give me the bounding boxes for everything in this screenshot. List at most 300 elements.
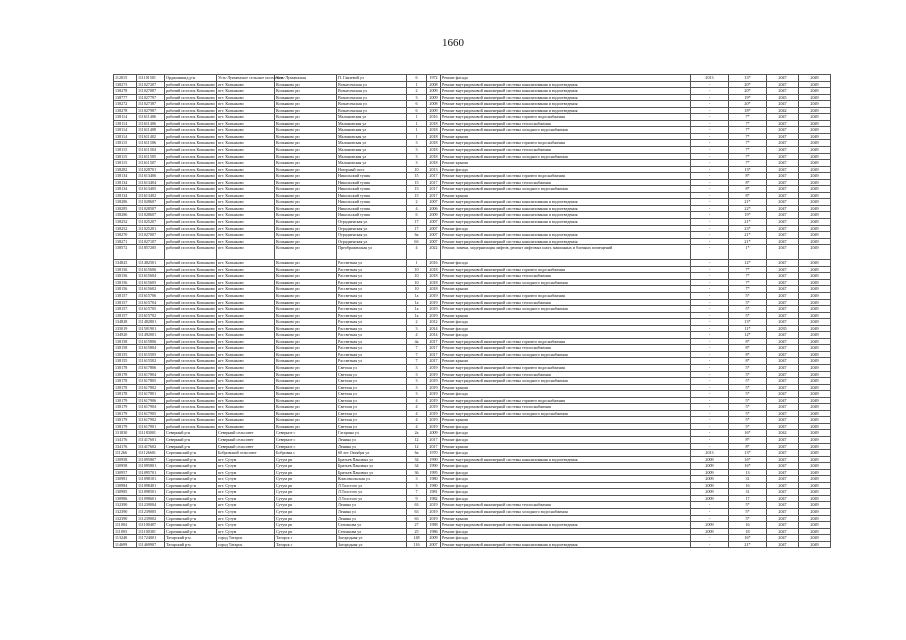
cell-district: рабочий поселок Копьяково: [166, 410, 215, 416]
cell-municipality: пгт. Копьяково: [217, 384, 275, 391]
cell-district: Сорочинский р-н: [165, 482, 217, 489]
cell-year-planned: 2047: [767, 319, 799, 326]
cell-year-planned: 2047: [767, 495, 799, 502]
cell-house-number: 15: [407, 173, 427, 180]
cell-house-number: 17: [407, 225, 427, 232]
cell-district: рабочий поселок Копьяково: [166, 114, 215, 120]
cell-year-prev: -: [691, 94, 729, 101]
cell-year-built: 2019: [427, 515, 441, 522]
cell-street: Л.Толстого ул: [337, 495, 407, 502]
cell-year-prev: -: [691, 423, 729, 430]
cell-municipality: пгт. Копьяково: [217, 173, 275, 180]
cell-year-built: 2007: [427, 541, 441, 548]
cell-house-id: 132390: [114, 515, 137, 522]
cell-district: рабочий поселок Копьяково: [166, 173, 215, 179]
cell-street: Л.Толстого ул: [337, 489, 407, 496]
cell-district: рабочий поселок Копьяково: [166, 319, 215, 325]
cell-lifetime: 5*: [729, 502, 767, 509]
cell-year-prev: 2013: [691, 75, 729, 82]
cell-settlement: Сутум рп: [275, 522, 337, 529]
cell-house-number: 15: [407, 186, 427, 193]
cell-settlement: Сутум рп: [275, 469, 337, 476]
cell-lifetime: 5*: [729, 404, 767, 411]
cell-municipality: Северный сельсовет: [217, 443, 275, 450]
cell-lifetime: 7*: [729, 114, 767, 121]
cell-year-prev: 2009: [691, 522, 729, 529]
cell-street: Степанова ул: [337, 528, 407, 535]
cell-year-built: 2012: [427, 319, 441, 326]
cell-work-id: 111611408: [137, 127, 165, 134]
cell-year-planned: 2047: [767, 436, 799, 443]
cell-year-deadline: 2049: [799, 535, 831, 542]
cell-year-prev: -: [691, 535, 729, 542]
cell-work-type: Ремонт, замена, модернизация лифтов, ремонт лифтовых шахт, машинных и блочных помещений: [441, 245, 691, 260]
cell-house-number: 3: [407, 147, 427, 154]
cell-lifetime: 21*: [729, 541, 767, 548]
cell-house-number: 34: [407, 463, 427, 470]
cell-work-type: Ремонт фасада: [441, 463, 691, 470]
cell-year-built: 2013: [427, 166, 441, 173]
cell-district: рабочий поселок Копьяково: [166, 286, 215, 292]
cell-year-planned: 2047: [767, 351, 799, 358]
cell-settlement: Копьяково рп: [275, 199, 337, 206]
cell-year-planned: 2047: [767, 463, 799, 470]
cell-house-id: 130958: [114, 463, 137, 470]
cell-lifetime: 5*: [729, 384, 767, 391]
cell-work-id: 111027797: [137, 94, 165, 101]
cell-lifetime: 16*: [729, 430, 767, 437]
cell-year-planned: 2047: [767, 423, 799, 430]
cell-work-id: 111613406: [137, 173, 165, 180]
cell-year-planned: 2047: [767, 273, 799, 280]
cell-street: Никольский тупик: [337, 179, 407, 186]
cell-municipality: пгт. Копьяково: [217, 417, 275, 424]
cell-year-deadline: 2049: [799, 338, 831, 345]
cell-year-deadline: 2049: [799, 404, 831, 411]
cell-street: Гагарина ул: [337, 430, 407, 437]
cell-house-number: 3: [407, 371, 427, 378]
cell-work-type: Ремонт внутридомовой инженерной системы канализования и водоотведения: [441, 81, 691, 88]
cell-district: рабочий поселок Копьяково: [166, 332, 215, 338]
cell-district: рабочий поселок Копьяково: [166, 279, 215, 285]
cell-year-built: 2007: [427, 219, 441, 226]
cell-lifetime: 7*: [729, 127, 767, 134]
cell-house-id: 138252: [114, 219, 137, 226]
cell-year-built: 2009: [427, 535, 441, 542]
cell-house-id: 138114: [114, 114, 137, 121]
cell-district: рабочий поселок Копьяково: [166, 391, 215, 397]
cell-district: Сорочинский р-н: [165, 502, 217, 509]
cell-settlement: Копьяково рп: [275, 173, 337, 180]
cell-house-id: 138157: [114, 306, 137, 313]
cell-house-number: 4: [407, 245, 427, 260]
cell-year-deadline: 2049: [799, 358, 831, 365]
cell-district: рабочий поселок Копьяково: [166, 351, 215, 357]
cell-year-prev: -: [691, 81, 729, 88]
register-body: [114, 75, 831, 548]
cell-year-planned: 2047: [767, 332, 799, 339]
cell-year-prev: -: [691, 332, 729, 339]
cell-year-built: 2019: [427, 502, 441, 509]
cell-year-planned: 2042: [767, 430, 799, 437]
cell-district: рабочий поселок Копьяково: [166, 101, 215, 107]
cell-work-id: 111501901: [137, 325, 165, 332]
cell-settlement: Копьяково рп: [275, 345, 337, 352]
cell-municipality: пгт. Копьяково: [217, 140, 275, 147]
cell-work-id: 111617902: [137, 417, 165, 424]
cell-work-id: 111027987: [137, 107, 165, 114]
cell-lifetime: 12*: [729, 260, 767, 267]
cell-year-built: 2022: [427, 245, 441, 260]
cell-year-planned: 2047: [767, 140, 799, 147]
cell-year-prev: 2009: [691, 495, 729, 502]
cell-work-type: Ремонт внутридомовой инженерной системы холодного водоснабжения: [441, 127, 691, 134]
cell-settlement: Копьяково рп: [275, 286, 337, 293]
cell-lifetime: 5*: [729, 292, 767, 299]
cell-year-built: 2008: [427, 81, 441, 88]
cell-street: Вознесенская ул: [337, 88, 407, 95]
cell-district: рабочий поселок Копьяково: [166, 306, 215, 312]
cell-house-number: 27: [407, 522, 427, 529]
cell-district: рабочий поселок Копьяково: [166, 397, 215, 403]
cell-municipality: пгт. Копьяково: [217, 238, 275, 245]
cell-year-deadline: 2049: [799, 476, 831, 483]
cell-year-prev: -: [691, 107, 729, 114]
cell-year-prev: 2009: [691, 456, 729, 463]
cell-house-id: 138179: [114, 423, 137, 430]
cell-year-planned: 2047: [767, 75, 799, 82]
cell-year-prev: -: [691, 358, 729, 365]
cell-work-id: 111611402: [137, 133, 165, 140]
cell-street: Рассветная ул: [337, 260, 407, 267]
cell-work-type: Ремонт крыши: [441, 358, 691, 365]
cell-settlement: Копьяково рп: [275, 127, 337, 134]
cell-work-id: 111027007: [137, 232, 165, 239]
cell-year-deadline: 2049: [799, 522, 831, 529]
cell-house-id: 138777: [114, 94, 137, 101]
cell-year-built: 2019: [427, 417, 441, 424]
cell-lifetime: 7*: [729, 279, 767, 286]
cell-year-built: 2009: [427, 88, 441, 95]
cell-year-prev: -: [691, 160, 729, 167]
cell-work-id: 111617906: [137, 397, 165, 404]
cell-work-type: Ремонт внутридомовой инженерной системы холодного водоснабжения: [441, 509, 691, 516]
cell-year-planned: 2035: [767, 325, 799, 332]
repair-register-table: [113, 74, 831, 548]
cell-year-built: 2007: [427, 238, 441, 245]
cell-year-prev: -: [691, 410, 729, 417]
cell-house-number: 63: [407, 502, 427, 509]
cell-year-planned: 2047: [767, 292, 799, 299]
cell-year-prev: -: [691, 212, 729, 219]
cell-year-built: 2019: [427, 306, 441, 313]
cell-house-id: 138156: [114, 266, 137, 273]
cell-work-type: Ремонт фасада: [441, 225, 691, 232]
cell-year-prev: -: [691, 502, 729, 509]
cell-year-deadline: 2049: [799, 541, 831, 548]
cell-house-number: 9: [407, 495, 427, 502]
cell-lifetime: 13*: [729, 75, 767, 82]
cell-house-id: 130957: [114, 469, 137, 476]
cell-year-prev: 2009: [691, 476, 729, 483]
cell-house-id: 132390: [114, 509, 137, 516]
cell-settlement: Северное с: [275, 436, 337, 443]
cell-house-number: 1а: [407, 292, 427, 299]
cell-year-deadline: 2049: [799, 319, 831, 326]
cell-work-type: Ремонт внутридомовой инженерной системы канализования и водоотведения: [441, 456, 691, 463]
cell-year-deadline: 2049: [799, 192, 831, 199]
cell-work-type: Ремонт крыши: [441, 286, 691, 293]
cell-house-number: 3: [407, 391, 427, 398]
cell-house-id: 138156: [114, 286, 137, 293]
cell-year-deadline: 2049: [799, 225, 831, 232]
cell-municipality: пгт. Копьяково: [217, 397, 275, 404]
cell-house-id: 138273: [114, 81, 137, 88]
cell-lifetime: 5*: [729, 299, 767, 306]
cell-lifetime: 5*: [729, 391, 767, 398]
cell-work-id: 111615602: [137, 286, 165, 293]
cell-year-built: 2019: [427, 384, 441, 391]
cell-year-planned: 2047: [767, 166, 799, 173]
cell-year-deadline: 2049: [799, 273, 831, 280]
cell-lifetime: 7*: [729, 273, 767, 280]
cell-municipality: пгт. Копьяково: [217, 127, 275, 134]
cell-year-built: 2017: [427, 345, 441, 352]
cell-house-id: 138271: [114, 238, 137, 245]
cell-work-id: 111617904: [137, 404, 165, 411]
cell-house-id: 138286: [114, 199, 137, 206]
cell-year-deadline: 2049: [799, 391, 831, 398]
cell-municipality: пгт. Копьяково: [217, 160, 275, 167]
cell-work-type: Ремонт внутридомовой инженерной системы канализования и водоотведения: [441, 101, 691, 108]
cell-work-id: 111615604: [137, 273, 165, 280]
cell-year-built: 2007: [427, 225, 441, 232]
cell-municipality: пгт. Копьяково: [217, 232, 275, 239]
page-number: 1660: [442, 37, 464, 49]
cell-lifetime: 7*: [729, 147, 767, 154]
cell-house-id: 138272: [114, 101, 137, 108]
cell-municipality: пгт. Копьяково: [217, 186, 275, 193]
cell-work-type: Ремонт фасада: [441, 332, 691, 339]
cell-year-deadline: 2049: [799, 266, 831, 273]
cell-district: рабочий поселок Копьяково: [166, 273, 215, 279]
cell-year-planned: 2047: [767, 232, 799, 239]
cell-municipality: пгт. Копьяково: [217, 153, 275, 160]
cell-work-type: Ремонт фасада: [441, 528, 691, 535]
cell-street: Малиновская ул: [337, 160, 407, 167]
cell-work-type: Ремонт внутридомовой инженерной системы теплоснабжения: [441, 404, 691, 411]
cell-street: Ленина ул: [337, 502, 407, 509]
cell-work-type: Ремонт внутридомовой инженерной системы канализования и водоотведения: [441, 88, 691, 95]
cell-street: Комсомольская ул: [337, 476, 407, 483]
cell-district: рабочий поселок Копьяково: [166, 212, 215, 218]
cell-house-number: 4: [407, 205, 427, 212]
cell-year-prev: -: [691, 219, 729, 226]
cell-lifetime: 5*: [729, 378, 767, 385]
cell-year-built: 2017: [427, 358, 441, 365]
cell-house-id: 138134: [114, 179, 137, 186]
cell-year-built: 2017: [427, 351, 441, 358]
cell-work-id: 111482501: [137, 260, 165, 267]
cell-house-id: 138178: [114, 378, 137, 385]
cell-house-id: 138157: [114, 299, 137, 306]
cell-year-built: 1980: [427, 476, 441, 483]
cell-work-type: Ремонт внутридомовой инженерной системы теплоснабжения: [441, 345, 691, 352]
cell-district: рабочий поселок Копьяково: [166, 299, 215, 305]
cell-year-planned: 2047: [767, 306, 799, 313]
cell-house-number: 1: [407, 120, 427, 127]
cell-house-number: 4: [407, 410, 427, 417]
cell-municipality: Северный сельсовет: [217, 430, 275, 437]
cell-street: Рассветная ул: [337, 338, 407, 345]
cell-work-type: Ремонт внутридомовой инженерной системы канализования и водоотведения: [441, 541, 691, 548]
cell-district: рабочий поселок Копьяково: [166, 292, 215, 298]
cell-district: рабочий поселок Копьяково: [166, 384, 215, 390]
cell-year-planned: 2047: [767, 179, 799, 186]
cell-year-built: 2009: [427, 94, 441, 101]
cell-district: Сорочинский р-н: [165, 509, 217, 516]
cell-street: Никольский тупик: [337, 173, 407, 180]
cell-year-deadline: 2049: [799, 299, 831, 306]
cell-year-planned: 2047: [767, 541, 799, 548]
cell-work-type: Ремонт внутридомовой инженерной системы канализования и водоотведения: [441, 199, 691, 206]
cell-year-built: 1995: [427, 469, 441, 476]
cell-year-deadline: 2049: [799, 364, 831, 371]
cell-lifetime: 16: [729, 522, 767, 529]
cell-work-id: 111239002: [137, 515, 165, 522]
cell-year-prev: -: [691, 186, 729, 193]
cell-year-planned: 2047: [767, 417, 799, 424]
cell-municipality: пгт. Копьяково: [217, 225, 275, 232]
cell-year-planned: 2047: [767, 127, 799, 134]
cell-year-built: 1981: [427, 489, 441, 496]
cell-lifetime: 19*: [729, 94, 767, 101]
cell-lifetime: 8*: [729, 351, 767, 358]
cell-year-deadline: 2049: [799, 238, 831, 245]
cell-year-built: 2009: [427, 430, 441, 437]
cell-street: Братьев Пановых ул: [337, 469, 407, 476]
cell-year-built: 2009: [427, 107, 441, 114]
cell-work-type: Ремонт внутридомовой инженерной системы канализования и водоотведения: [441, 205, 691, 212]
cell-year-deadline: 2049: [799, 101, 831, 108]
cell-work-id: 111126601: [137, 450, 165, 457]
cell-year-planned: 2047: [767, 245, 799, 260]
cell-year-built: 1988: [427, 522, 441, 529]
cell-work-type: Ремонт крыши: [441, 192, 691, 199]
cell-year-built: 1990: [427, 463, 441, 470]
cell-work-type: Ремонт крыши: [441, 515, 691, 522]
cell-year-prev: -: [691, 345, 729, 352]
cell-lifetime: 16: [729, 482, 767, 489]
cell-work-id: 111617905: [137, 410, 165, 417]
cell-district: рабочий поселок Копьяково: [166, 140, 215, 146]
cell-work-type: Ремонт внутридомовой инженерной системы горячего водоснабжения: [441, 173, 691, 180]
cell-district: Сорочинский р-н: [165, 469, 217, 476]
cell-work-type: Ремонт фасада: [441, 319, 691, 326]
cell-municipality: пгт. Копьяково: [217, 319, 275, 326]
cell-settlement: Копьяково рп: [275, 312, 337, 319]
cell-house-number: 15: [407, 179, 427, 186]
cell-settlement: Сутум рп: [275, 482, 337, 489]
cell-work-id: 111469907: [137, 541, 165, 548]
cell-house-id: 135019: [114, 325, 137, 332]
cell-work-id: 111611505: [137, 153, 165, 160]
cell-year-built: 2019: [427, 509, 441, 516]
cell-settlement: Копьяково рп: [275, 114, 337, 121]
cell-work-type: Ремонт внутридомовой инженерной системы горячего водоснабжения: [441, 364, 691, 371]
cell-settlement: Усть-Лукменская: [275, 75, 337, 82]
cell-district: рабочий поселок Копьяково: [166, 94, 215, 100]
cell-year-built: 2018: [427, 279, 441, 286]
cell-house-id: 138134: [114, 192, 137, 199]
cell-district: рабочий поселок Копьяково: [166, 127, 215, 133]
cell-year-prev: -: [691, 319, 729, 326]
cell-year-prev: -: [691, 436, 729, 443]
cell-year-planned: 2047: [767, 456, 799, 463]
cell-municipality: пгт. Копьяково: [217, 81, 275, 88]
cell-work-id: 111028701: [137, 166, 165, 173]
cell-work-id: 111615606: [137, 266, 165, 273]
cell-district: рабочий поселок Копьяково: [166, 107, 215, 113]
cell-work-type: Ремонт внутридомовой инженерной системы горячего водоснабжения: [441, 266, 691, 273]
cell-year-built: 2018: [427, 266, 441, 273]
cell-settlement: Копьяково рп: [275, 153, 337, 160]
cell-year-built: 2017: [427, 443, 441, 450]
cell-year-deadline: 2049: [799, 160, 831, 167]
cell-lifetime: 31: [729, 489, 767, 496]
cell-lifetime: 5*: [729, 509, 767, 516]
cell-house-id: 138156: [114, 279, 137, 286]
cell-settlement: Копьяково рп: [275, 417, 337, 424]
cell-year-prev: -: [691, 140, 729, 147]
cell-year-planned: 2045: [767, 94, 799, 101]
cell-district: рабочий поселок Копьяково: [166, 186, 215, 192]
cell-house-id: 138278: [114, 88, 137, 95]
cell-settlement: Копьяково рп: [275, 358, 337, 365]
cell-year-prev: -: [691, 279, 729, 286]
cell-work-type: Ремонт внутридомовой инженерной системы холодного водоснабжения: [441, 378, 691, 385]
cell-work-id: 111617805: [137, 378, 165, 385]
cell-year-prev: -: [691, 417, 729, 424]
cell-house-number: 116: [407, 541, 427, 548]
cell-municipality: пгт. Копьяково: [217, 332, 275, 339]
cell-work-id: 111611406: [137, 120, 165, 127]
cell-lifetime: 5*: [729, 423, 767, 430]
cell-district: рабочий поселок Копьяково: [166, 378, 215, 384]
cell-municipality: пгт. Сутум: [217, 476, 275, 483]
cell-settlement: Копьяково рп: [275, 410, 337, 417]
cell-district: рабочий поселок Копьяково: [166, 423, 215, 429]
cell-settlement: Копьяково рп: [275, 378, 337, 385]
cell-settlement: Копьяково рп: [275, 325, 337, 332]
cell-street: Отрадненская ул: [337, 232, 407, 239]
cell-municipality: пгт. Сутум: [217, 509, 275, 516]
cell-house-id: 138114: [114, 127, 137, 134]
cell-work-id: 111027387: [137, 101, 165, 108]
cell-work-type: Ремонт внутридомовой инженерной системы канализования и водоотведения: [441, 238, 691, 245]
cell-work-id: 111028607: [137, 212, 165, 219]
cell-municipality: пгт. Сутум: [217, 489, 275, 496]
cell-work-id: 111611406: [137, 114, 165, 121]
cell-lifetime: 17: [729, 495, 767, 502]
cell-year-prev: -: [691, 325, 729, 332]
cell-district: рабочий поселок Копьяково: [166, 153, 215, 159]
cell-lifetime: 21*: [729, 238, 767, 245]
cell-year-planned: 2047: [767, 384, 799, 391]
cell-year-deadline: 2049: [799, 495, 831, 502]
cell-settlement: Копьяково рп: [275, 351, 337, 358]
cell-year-built: 2017: [427, 192, 441, 199]
